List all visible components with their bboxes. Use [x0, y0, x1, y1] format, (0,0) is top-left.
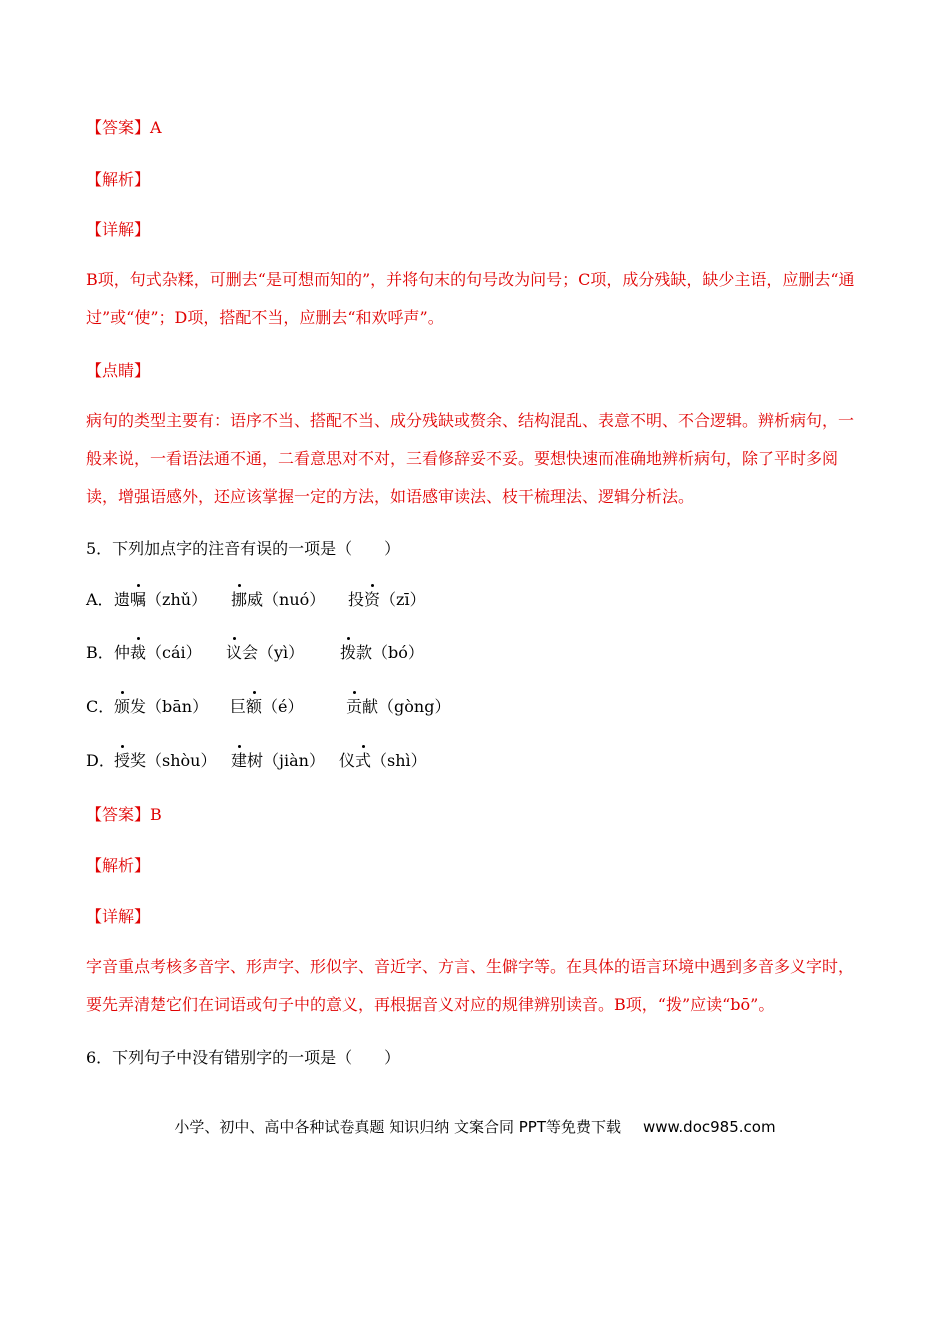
option-item — [340, 643, 424, 663]
option-item — [114, 751, 216, 771]
option-item — [114, 590, 207, 610]
detail-text-2: 字音重点考核多音字、形声字、形似字、音近字、方言、生僻字等。在具体的语言环境中遇到多音多义字时，要先弄清楚它们在词语或句子中的意义，再根据音义对应的规律辨别读音。B项，“拨”应读“bō”。 — [86, 957, 855, 1014]
tip-text-1: 病句的类型主要有：语序不当、搭配不当、成分残缺或赘余、结构混乱、表意不明、不合逻辑。辨析病句，一般来说，一看语法通不通，二看意思对不对，三看修辞妥不妥。要想快速而准确地辨析病句，除了平时多阅读，增强语感外，还应该掌握一定的方法，如语感审读法、枝干梳理法、逻辑分析法。 — [86, 411, 855, 506]
page-footer — [0, 1116, 950, 1137]
option-a — [86, 590, 426, 610]
answer-label-2: 【答案】B — [86, 805, 162, 824]
dotted-char: 式 — [355, 751, 372, 770]
item-post: 树（jiàn） — [247, 751, 325, 770]
dotted-char: 颁 — [114, 697, 131, 716]
item-post: 发（bān） — [130, 697, 209, 716]
item-post: 会（yì） — [242, 643, 305, 662]
detail-text-1: B项，句式杂糅，可删去“是可想而知的”，并将句末的句号改为问号；C项，成分残缺，缺少主语，应删去“通过”或“使”；D项，搭配不当，应删去“和欢呼声”。 — [86, 270, 855, 327]
option-item — [114, 643, 202, 663]
option-label: A． — [86, 590, 114, 609]
dotted-char: 资 — [364, 590, 381, 609]
item-post: （zī） — [380, 590, 426, 609]
item-pre: 仪 — [339, 751, 356, 770]
item-post: （é） — [262, 697, 304, 716]
item-post: （cái） — [146, 643, 202, 662]
item-pre: 巨 — [230, 697, 247, 716]
dotted-char: 拨 — [340, 643, 357, 662]
dotted-char: 贡 — [346, 697, 363, 716]
option-item — [114, 697, 208, 717]
option-item — [339, 751, 427, 771]
option-d — [86, 751, 427, 771]
analysis-label-2: 【解析】 — [86, 856, 151, 875]
option-b — [86, 643, 424, 663]
item-post: （zhǔ） — [146, 590, 208, 609]
detail-label-2: 【详解】 — [86, 907, 151, 926]
dotted-char: 议 — [226, 643, 243, 662]
option-item — [348, 590, 426, 610]
tip-label-1: 【点睛】 — [86, 361, 151, 380]
item-post: （shì） — [371, 751, 427, 770]
dotted-char: 挪 — [231, 590, 248, 609]
item-post: 款（bó） — [356, 643, 424, 662]
detail-label-1: 【详解】 — [86, 220, 151, 239]
footer-url[interactable]: www.doc985.com — [642, 1118, 776, 1136]
option-item — [231, 751, 325, 771]
option-label: D． — [86, 751, 115, 770]
answer-label-1: 【答案】A — [86, 118, 162, 137]
option-label: B． — [86, 643, 114, 662]
option-label: C． — [86, 697, 115, 716]
item-pre: 遗 — [114, 590, 131, 609]
item-post: 威（nuó） — [247, 590, 326, 609]
footer-text: 小学、初中、高中各种试卷真题 知识归纳 文案合同 PPT等免费下载 — [174, 1118, 621, 1136]
dotted-char: 建 — [231, 751, 248, 770]
option-item — [230, 697, 304, 717]
dotted-char: 额 — [246, 697, 263, 716]
question-6-stem: 6．下列句子中没有错别字的一项是（ ） — [86, 1048, 401, 1067]
item-pre: 投 — [348, 590, 365, 609]
option-item — [226, 643, 304, 663]
option-item — [346, 697, 450, 717]
dotted-char: 嘱 — [130, 590, 147, 609]
option-item — [231, 590, 325, 610]
question-5-stem: 5．下列加点字的注音有误的一项是（ ） — [86, 539, 401, 558]
analysis-label-1: 【解析】 — [86, 170, 151, 189]
item-pre: 仲 — [114, 643, 131, 662]
dotted-char: 授 — [114, 751, 131, 770]
item-post: 奖（shòu） — [130, 751, 217, 770]
option-c — [86, 697, 451, 717]
dotted-char: 裁 — [130, 643, 147, 662]
item-post: 献（gòng） — [362, 697, 451, 716]
